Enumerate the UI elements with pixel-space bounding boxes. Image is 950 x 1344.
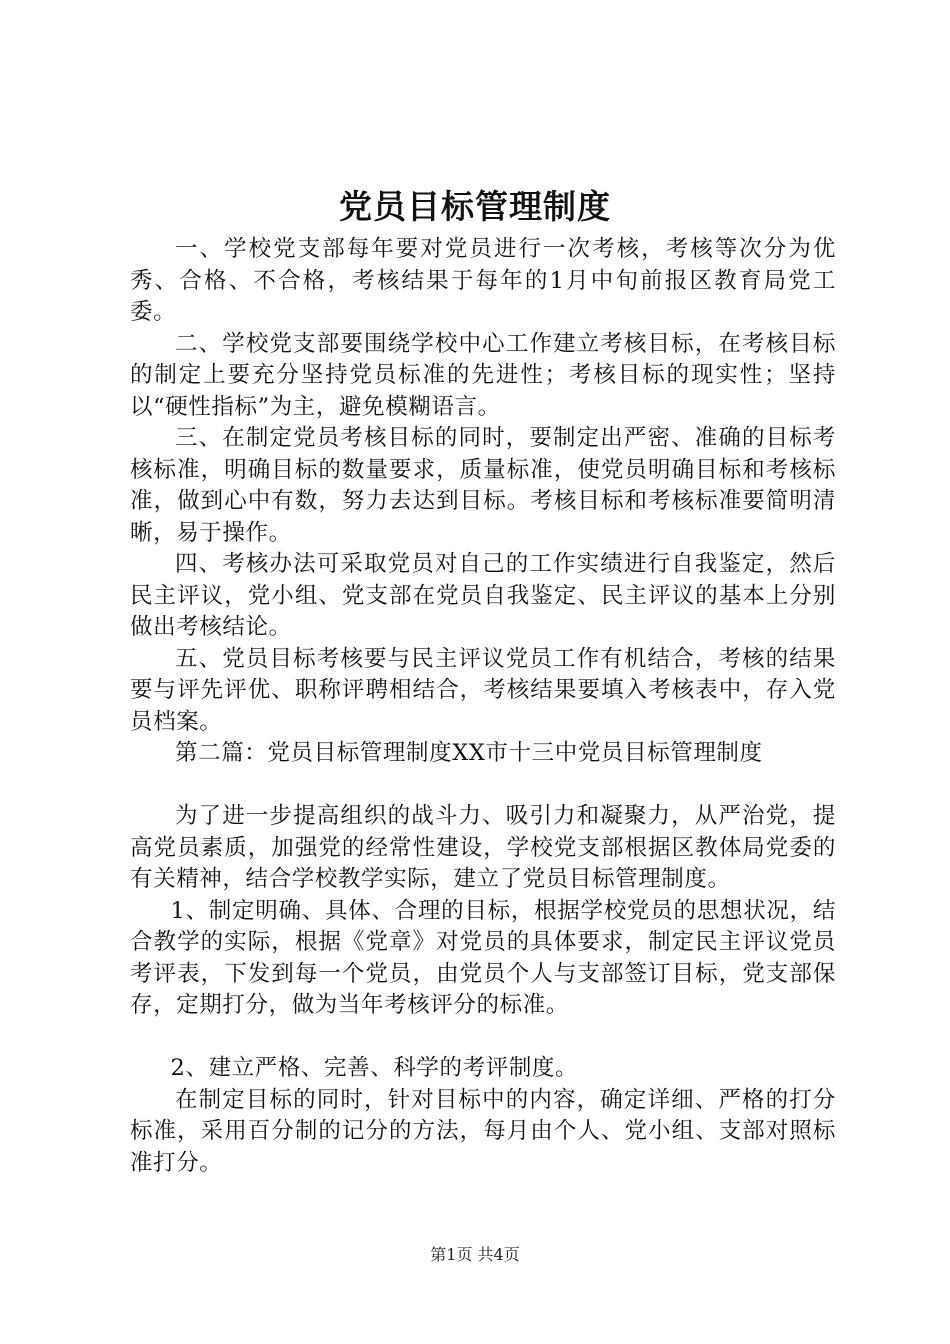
blank-line: [130, 1022, 836, 1054]
section-heading-2: 第二篇：党员目标管理制度XX市十三中党员目标管理制度: [175, 740, 763, 766]
blank-line: [130, 770, 836, 802]
paragraph-5: 五、党员目标考核要与民主评议党员工作有机结合，考核的结果要与评先评优、职称评聘相结合，考核结果要填入考核表中，存入党员档案。: [130, 645, 836, 735]
document-title: 党员目标管理制度: [339, 187, 611, 226]
paragraph-3: 三、在制定党员考核目标的同时，要制定出严密、准确的目标考核标准，明确目标的数量要求，质量标准，使党员明确目标和考核标准，做到心中有数，努力去达到目标。考核目标和考核标准要简明清晰，易于操作。: [130, 425, 836, 546]
paragraph-2: 二、学校党支部要围绕学校中心工作建立考核目标，在考核目标的制定上要充分坚持党员标准的先进性；考核目标的现实性；坚持以“硬性指标”为主，避免模糊语言。: [130, 330, 836, 420]
paragraph-6: 为了进一步提高组织的战斗力、吸引力和凝聚力，从严治党，提高党员素质，加强党的经常性建设，学校党支部根据区教体局党委的有关精神，结合学校教学实际，建立了党员目标管理制度。: [130, 803, 836, 892]
paragraph-9: 在制定目标的同时，针对目标中的内容，确定详细、严格的打分标准，采用百分制的记分的方法，每月由个人、党小组、支部对照标准打分。: [130, 1086, 836, 1176]
paragraph-7: 1、制定明确、具体、合理的目标，根据学校党员的思想状况，结合教学的实际，根据《党章》对党员的具体要求，制定民主评议党员考评表，下发到每一个党员，由党员个人与支部签订目标，党支部保存，定期打分，做为当年考核评分的标准。: [130, 897, 836, 1018]
page-footer: 第1页 共4页: [430, 1245, 520, 1264]
paragraph-4: 四、考核办法可采取党员对自己的工作实绩进行自我鉴定，然后民主评议，党小组、党支部在党员自我鉴定、民主评议的基本上分别做出考核结论。: [130, 551, 836, 640]
paragraph-1: 一、学校党支部每年要对党员进行一次考核，考核等次分为优秀、合格、不合格，考核结果于每年的1月中旬前报区教育局党工委。: [130, 236, 836, 325]
paragraph-8: 2、建立严格、完善、科学的考评制度。: [170, 1055, 579, 1081]
document-body: [130, 234, 836, 1179]
